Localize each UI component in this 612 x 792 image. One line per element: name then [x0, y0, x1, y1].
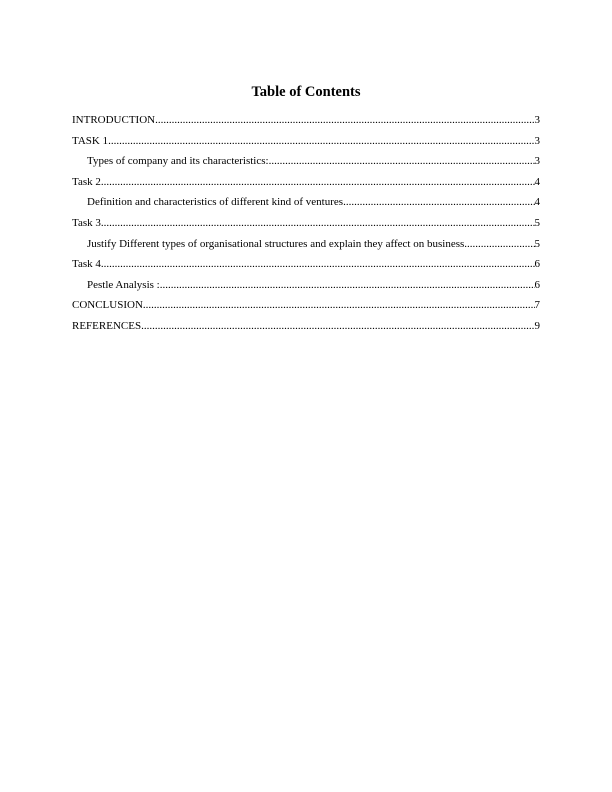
toc-entry-label: Task 3 — [72, 216, 101, 229]
toc-title: Table of Contents — [251, 84, 361, 100]
toc-page-number: 9 — [534, 319, 540, 332]
toc-entry-task-2[interactable] — [72, 175, 540, 196]
toc-page-number: 7 — [534, 299, 540, 312]
toc-page-number: 3 — [534, 134, 540, 147]
toc-entry-label: Pestle Analysis : — [87, 278, 160, 291]
toc-dot-leader — [101, 216, 535, 231]
toc-dot-leader — [346, 195, 535, 210]
toc-entry-pestle-analysis[interactable] — [72, 278, 540, 299]
toc-entry-task-4[interactable] — [72, 257, 540, 278]
toc-dot-leader — [101, 257, 535, 272]
toc-entry-introduction[interactable] — [72, 113, 540, 134]
toc-entry-label: Task 2 — [72, 175, 101, 188]
toc-page-number: 3 — [534, 155, 540, 168]
toc-page-number: 3 — [534, 114, 540, 126]
toc-dot-leader — [108, 134, 534, 149]
toc-entry-label: Types of company and its characteristics: — [87, 155, 269, 168]
toc-page-number: 5 — [534, 216, 540, 229]
toc-entry-types-of-company[interactable] — [72, 154, 540, 175]
toc-dot-leader — [155, 113, 534, 128]
toc-entry-conclusion[interactable] — [72, 298, 540, 319]
toc-entry-label: Justify Different types of organisational structures and explain they affect on business. — [87, 237, 468, 250]
toc-dot-leader — [101, 175, 535, 190]
toc-page-number: 5 — [534, 237, 540, 250]
toc-entry-label: Task 4 — [72, 258, 101, 271]
toc-page-number: 4 — [534, 196, 540, 209]
toc-page-number: 6 — [534, 258, 540, 271]
toc-list — [72, 113, 540, 340]
toc-entry-task-3[interactable] — [72, 216, 540, 237]
toc-entry-label: TASK 1 — [72, 134, 109, 147]
toc-entry-task-1[interactable] — [72, 134, 540, 155]
toc-entry-references[interactable] — [72, 319, 540, 340]
toc-page-number: 6 — [534, 278, 540, 291]
toc-dot-leader — [269, 154, 535, 169]
toc-entry-label: REFERENCES — [72, 319, 142, 332]
toc-entry-ventures[interactable] — [72, 195, 540, 216]
toc-entry-label: CONCLUSION — [72, 299, 143, 312]
toc-dot-leader — [143, 298, 535, 313]
toc-entry-label: INTRODUCTION — [72, 114, 156, 126]
toc-entry-label: Definition and characteristics of different kind of ventures. — [87, 196, 346, 209]
toc-entry-organisational-structures[interactable] — [72, 237, 540, 258]
toc-dot-leader — [141, 319, 534, 334]
toc-dot-leader — [160, 278, 535, 293]
toc-page-number: 4 — [534, 175, 540, 188]
toc-dot-leader — [467, 237, 534, 252]
